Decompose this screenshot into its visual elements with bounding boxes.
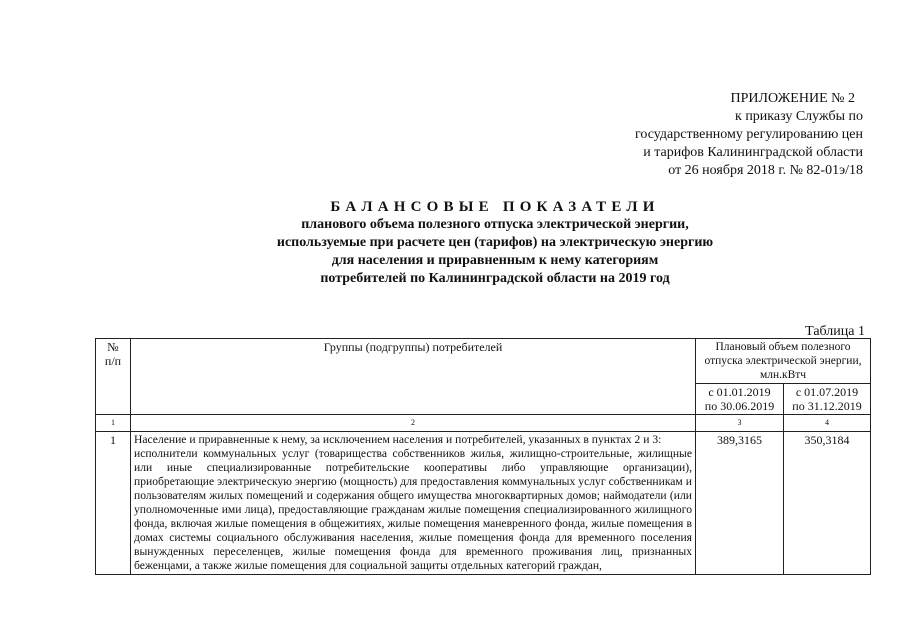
document-subtitle-line: планового объема полезного отпуска электрической энергии, <box>301 217 689 232</box>
index-cell: 3 <box>696 415 784 432</box>
index-cell: 1 <box>96 415 131 432</box>
row-description-main: Население и приравненные к нему, за исключением населения и потребителей, указанных в пунктах 2 и 3: <box>134 433 662 446</box>
table-header-row <box>96 339 871 384</box>
row-description <box>131 432 696 575</box>
header-num: № п/п <box>96 339 131 415</box>
appendix-line: и тарифов Калининградской области <box>643 145 863 160</box>
header-period-2: с 01.07.2019 по 31.12.2019 <box>784 384 871 415</box>
balance-table <box>95 338 871 575</box>
appendix-line: к приказу Службы по <box>735 109 863 124</box>
appendix-line: от 26 ноября 2018 г. № 82-01э/18 <box>668 163 863 178</box>
appendix-header <box>583 90 863 180</box>
document-title: БАЛАНСОВЫЕ ПОКАЗАТЕЛИ <box>330 199 660 215</box>
row-value-period-1: 389,3165 <box>696 432 784 575</box>
document-subtitle-line: потребителей по Калининградской области на 2019 год <box>320 271 670 286</box>
appendix-title: ПРИЛОЖЕНИЕ № 2 <box>730 91 855 106</box>
document-subtitle-line: для населения и приравненным к нему категориям <box>331 253 659 268</box>
row-num: 1 <box>96 432 131 575</box>
table-index-row <box>96 415 871 432</box>
row-description-detail: исполнители коммунальных услуг (товарищества собственников жилья, жилищно-строительные, жилищные или иные специализированные потребительские кооперативы либо управляющие организации), приобретающие электрическую энергию (мощность) для предоставления коммунальных услуг собственникам и пользователям жилых помещений и содержания общего имущества многоквартирных домов; наймодатели (или уполномоченные ими лица), предоставляющие гражданам жилые помещения специализированного жилищного фонда, включая жилые помещения в общежитиях, жилые помещения маневренного фонда, жилые помещения в домах системы социального обслуживания населения, жилые помещения фонда для временного поселения вынужденных переселенцев, жилые помещения фонда для временного проживания лиц, признанных беженцами, а также жилые помещения для социальной защиты отдельных категорий граждан, <box>134 447 692 572</box>
document-subtitle-line: используемые при расчете цен (тарифов) на электрическую энергию <box>276 235 714 250</box>
table-label: Таблица 1 <box>805 324 865 339</box>
header-groups: Группы (подгруппы) потребителей <box>131 339 696 415</box>
header-period-1: с 01.01.2019 по 30.06.2019 <box>696 384 784 415</box>
index-cell: 2 <box>131 415 696 432</box>
table-row <box>96 432 871 575</box>
document-heading <box>200 198 790 288</box>
row-value-period-2: 350,3184 <box>784 432 871 575</box>
header-volume: Плановый объем полезного отпуска электрической энергии, млн.кВтч <box>696 339 871 384</box>
index-cell: 4 <box>784 415 871 432</box>
appendix-line: государственному регулированию цен <box>635 127 863 142</box>
